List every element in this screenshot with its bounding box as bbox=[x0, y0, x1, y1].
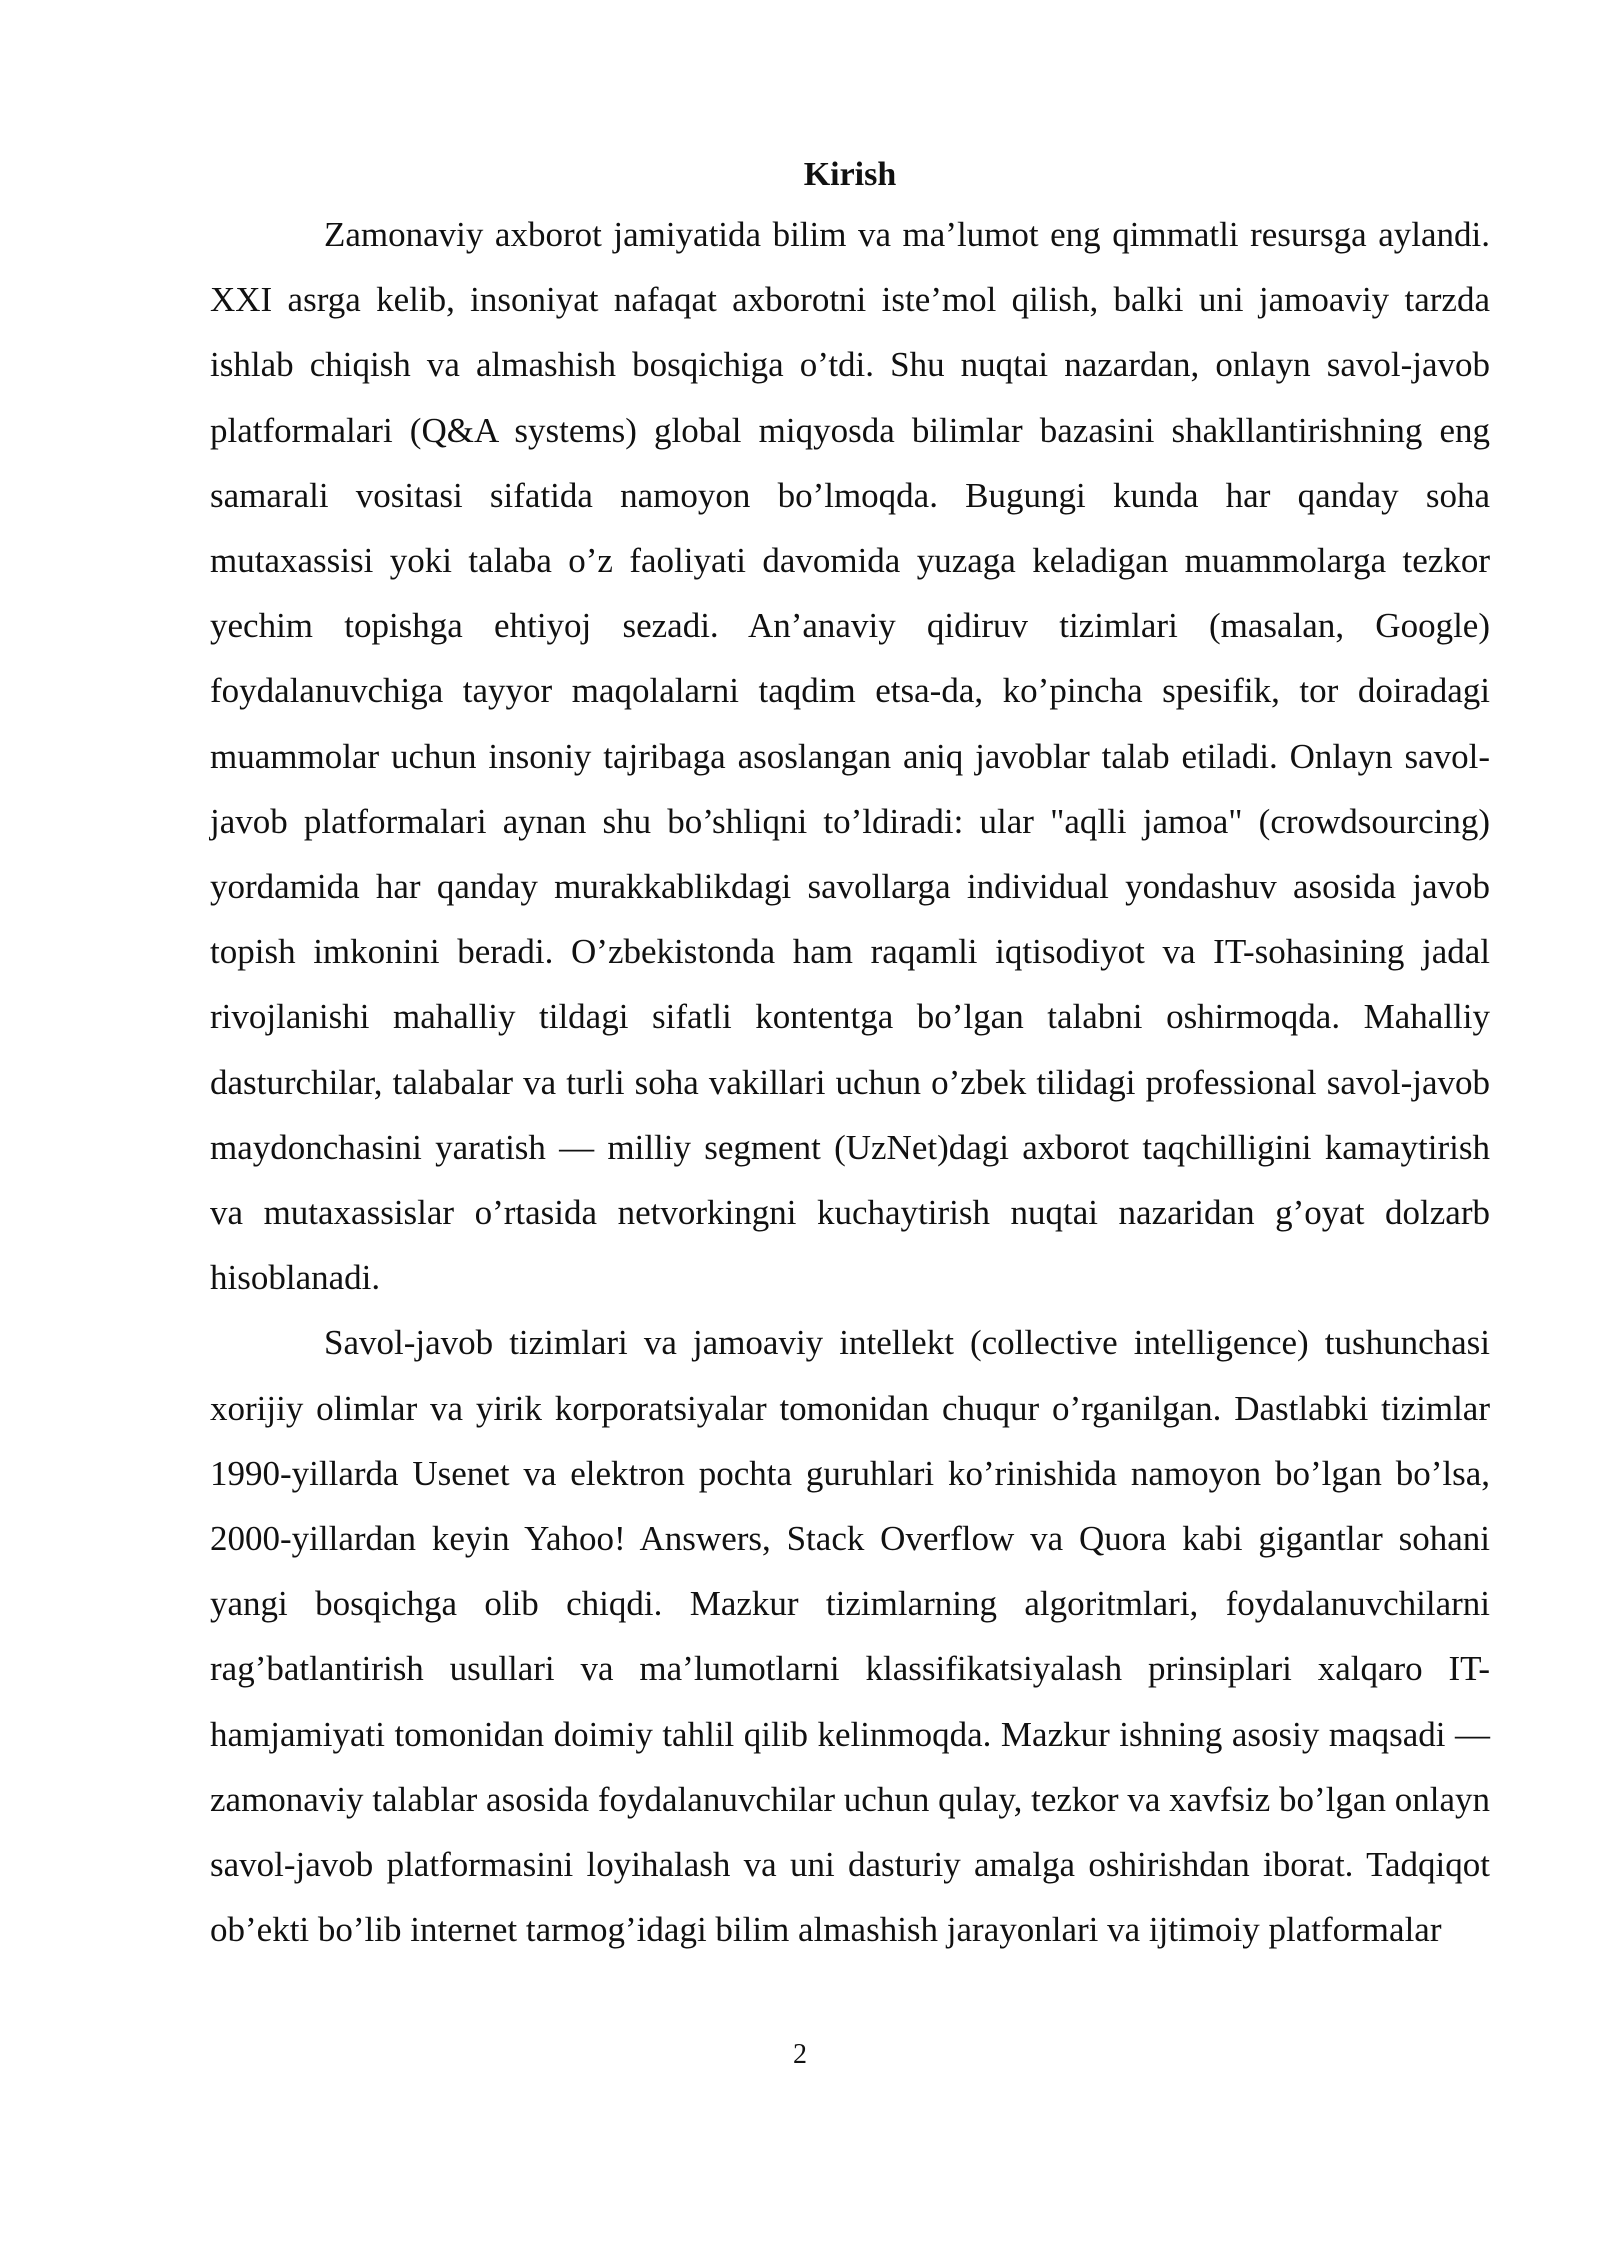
section-heading: Kirish bbox=[803, 156, 897, 193]
page-content bbox=[210, 148, 1490, 1962]
page-number: 2 bbox=[793, 2039, 807, 2070]
paragraph-background: Savol-javob tizimlari va jamoaviy intellekt (collective intelligence) tushunchasi xorijiy olimlar va yirik korporatsiyalar tomonidan chuqur o’rganilgan. Dastlabki tizimlar 1990-yillarda Usenet va elektron pochta guruhlari ko’rinishida namoyon bo’lgan bo’lsa, 2000-yillardan keyin Yahoo! Answers, Stack Overflow va Quora kabi gigantlar sohani yangi bosqichga olib chiqdi. Mazkur tizimlarning algoritmlari, foydalanuvchilarni rag’batlantirish usullari va ma’lumotlarni klassifikatsiyalash prinsiplari xalqaro IT-hamjamiyati tomonidan doimiy tahlil qilib kelinmoqda. Mazkur ishning asosiy maqsadi — zamonaviy talablar asosida foydalanuvchilar uchun qulay, tezkor va xavfsiz bo’lgan onlayn savol-javob platformasini loyihalash va uni dasturiy amalga oshirishdan iborat. Tadqiqot ob’ekti bo’lib internet tarmog’idagi bilim almashish jarayonlari va ijtimoiy platformalar bbox=[210, 1323, 1490, 1950]
paragraph-introduction: Zamonaviy axborot jamiyatida bilim va ma’lumot eng qimmatli resursga aylandi. XXI asrga kelib, insoniyat nafaqat axborotni iste’mol qilish, balki uni jamoaviy tarzda ishlab chiqish va almashish bosqichiga o’tdi. Shu nuqtai nazardan, onlayn savol-javob platformalari (Q&A systems) global miqyosda bilimlar bazasini shakllantirishning eng samarali vositasi sifatida namoyon bo’lmoqda. Bugungi kunda har qanday soha mutaxassisi yoki talaba o’z faoliyati davomida yuzaga keladigan muammolarga tezkor yechim topishga ehtiyoj sezadi. An’anaviy qidiruv tizimlari (masalan, Google) foydalanuvchiga tayyor maqolalarni taqdim etsa-da, ko’pincha spesifik, tor doiradagi muammolar uchun insoniy tajribaga asoslangan aniq javoblar talab etiladi. Onlayn savol-javob platformalari aynan shu bo’shliqni to’ldiradi: ular "aqlli jamoa" (crowdsourcing) yordamida har qanday murakkablikdagi savollarga individual yondashuv asosida javob topish imkonini beradi. O’zbekistonda ham raqamli iqtisodiyot va IT-sohasining jadal rivojlanishi mahalliy tildagi sifatli kontentga bo’lgan talabni oshirmoqda. Mahalliy dasturchilar, talabalar va turli soha vakillari uchun o’zbek tilidagi professional savol-javob maydonchasini yaratish — milliy segment (UzNet)dagi axborot taqchilligini kamaytirish va mutaxassislar o’rtasida netvorkingni kuchaytirish nuqtai nazaridan g’oyat dolzarb hisoblanadi. bbox=[210, 215, 1490, 1298]
